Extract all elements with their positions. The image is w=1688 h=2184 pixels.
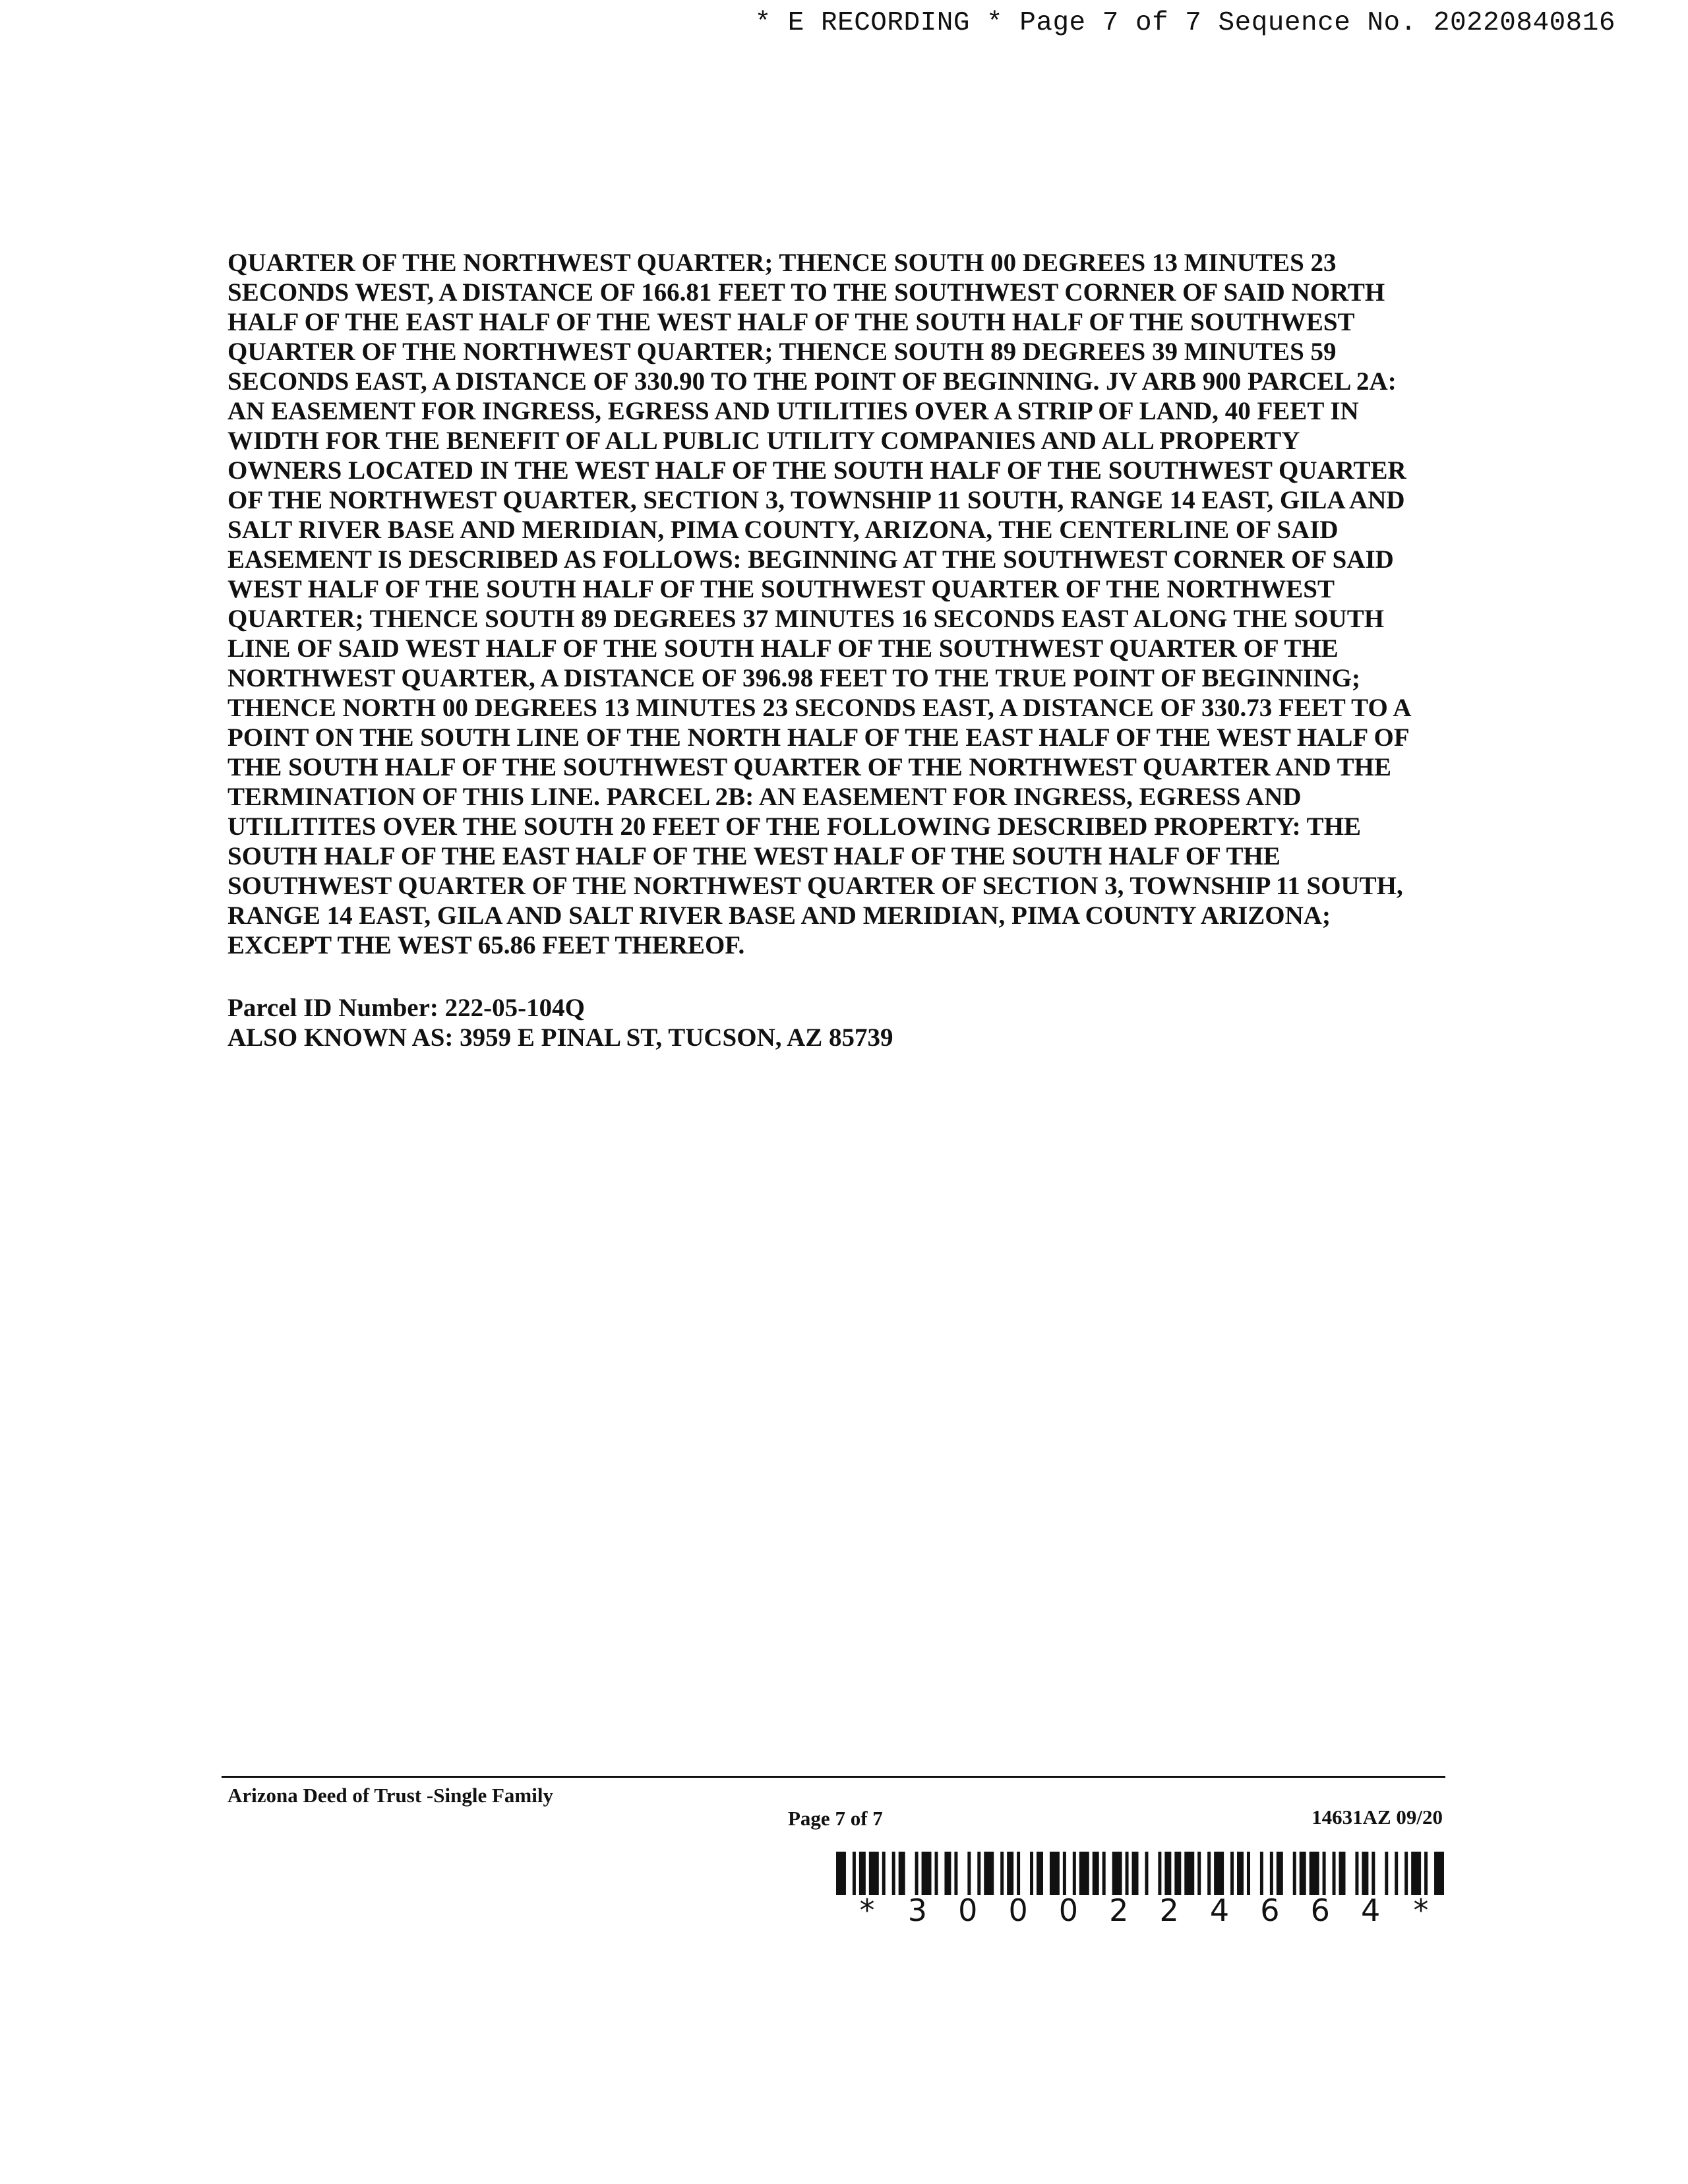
barcode-bar xyxy=(954,1852,957,1895)
barcode-bar xyxy=(1247,1852,1250,1895)
legal-line: QUARTER OF THE NORTHWEST QUARTER; THENCE SOUTH 00 DEGREES 13 MINUTES 23 xyxy=(227,249,1337,277)
legal-line: POINT ON THE SOUTH LINE OF THE NORTH HALF OF THE EAST HALF OF THE WEST HALF OF xyxy=(227,723,1410,752)
barcode-bar xyxy=(1132,1852,1139,1895)
legal-line: SECONDS EAST, A DISTANCE OF 330.90 TO THE POINT OF BEGINNING. JV ARB 900 PARCEL 2A: xyxy=(227,367,1397,396)
barcode-bar xyxy=(935,1852,938,1895)
barcode-bar xyxy=(1000,1852,1004,1895)
barcode-bar xyxy=(1260,1852,1263,1895)
barcode-bar xyxy=(1184,1852,1194,1895)
parcel-address: ALSO KNOWN AS: 3959 E PINAL ST, TUCSON, AZ 85739 xyxy=(227,1023,893,1052)
barcode-char: * xyxy=(859,1893,875,1928)
barcode-bar xyxy=(1362,1852,1368,1895)
barcode-bar xyxy=(1063,1852,1066,1895)
legal-line: QUARTER OF THE NORTHWEST QUARTER; THENCE SOUTH 89 DEGREES 39 MINUTES 59 xyxy=(227,338,1337,366)
barcode-bar xyxy=(1207,1852,1211,1895)
barcode-char: 4 xyxy=(1209,1893,1230,1928)
barcode-bar xyxy=(1093,1852,1099,1895)
legal-line: SOUTH HALF OF THE EAST HALF OF THE WEST HALF OF THE SOUTH HALF OF THE xyxy=(227,842,1281,870)
barcode-bar xyxy=(977,1852,980,1895)
barcode-bar xyxy=(853,1852,856,1895)
barcode-char: 3 xyxy=(907,1893,927,1928)
barcode-bar xyxy=(1333,1852,1336,1895)
barcode-bar xyxy=(1050,1852,1060,1895)
footer-form-title: Arizona Deed of Trust -Single Family xyxy=(227,1784,553,1807)
barcode-bar xyxy=(1017,1852,1020,1895)
barcode-bar xyxy=(1404,1852,1408,1895)
legal-description xyxy=(227,248,1474,960)
barcode-bar xyxy=(1385,1852,1388,1895)
barcode-bar xyxy=(1395,1852,1398,1895)
barcode-bar xyxy=(1411,1852,1421,1895)
barcode-char: 0 xyxy=(1008,1893,1028,1928)
parcel-info xyxy=(227,993,893,1052)
legal-line: EASEMENT IS DESCRIBED AS FOLLOWS: BEGINNING AT THE SOUTHWEST CORNER OF SAID xyxy=(227,545,1394,574)
barcode-bar xyxy=(967,1852,971,1895)
legal-line: AN EASEMENT FOR INGRESS, EGRESS AND UTILITIES OVER A STRIP OF LAND, 40 FEET IN xyxy=(227,397,1359,425)
barcode-bar xyxy=(1230,1852,1234,1895)
barcode-bar xyxy=(1300,1852,1306,1895)
recording-header: * E RECORDING * Page 7 of 7 Sequence No. 20220840816 xyxy=(754,8,1615,38)
barcode-bar xyxy=(1293,1852,1296,1895)
legal-line: THENCE NORTH 00 DEGREES 13 MINUTES 23 SECONDS EAST, A DISTANCE OF 330.73 FEET TO A xyxy=(227,694,1412,722)
barcode-bar xyxy=(1158,1852,1161,1895)
barcode-char: * xyxy=(1413,1893,1429,1928)
footer-divider xyxy=(222,1776,1445,1778)
legal-line: TERMINATION OF THIS LINE. PARCEL 2B: AN EASEMENT FOR INGRESS, EGRESS AND xyxy=(227,783,1302,811)
barcode-bar xyxy=(1372,1852,1375,1895)
barcode-bar xyxy=(882,1852,886,1895)
legal-line: THE SOUTH HALF OF THE SOUTHWEST QUARTER OF THE NORTHWEST QUARTER AND THE xyxy=(227,753,1392,781)
barcode-bar xyxy=(859,1852,866,1895)
barcode-bar xyxy=(1079,1852,1089,1895)
barcode-bar xyxy=(1197,1852,1201,1895)
legal-line: WIDTH FOR THE BENEFIT OF ALL PUBLIC UTILITY COMPANIES AND ALL PROPERTY xyxy=(227,427,1300,455)
barcode-bar xyxy=(1270,1852,1273,1895)
barcode-bar xyxy=(1037,1852,1043,1895)
barcode-bar xyxy=(1030,1852,1033,1895)
parcel-id: Parcel ID Number: 222-05-104Q xyxy=(227,994,585,1022)
legal-line: SALT RIVER BASE AND MERIDIAN, PIMA COUNTY, ARIZONA, THE CENTERLINE OF SAID xyxy=(227,516,1339,544)
barcode-bar xyxy=(869,1852,879,1895)
footer-form-code: 14631AZ 09/20 xyxy=(1311,1805,1443,1829)
barcode-bar xyxy=(892,1852,895,1895)
barcode-bar xyxy=(984,1852,994,1895)
barcode-bar xyxy=(1164,1852,1171,1895)
barcode-bar xyxy=(1310,1852,1319,1895)
legal-line: QUARTER; THENCE SOUTH 89 DEGREES 37 MINUTES 16 SECONDS EAST ALONG THE SOUTH xyxy=(227,605,1385,633)
barcode-bar xyxy=(899,1852,905,1895)
barcode-bar xyxy=(1355,1852,1358,1895)
barcode-bar xyxy=(836,1852,846,1895)
barcode-char: 2 xyxy=(1109,1893,1129,1928)
barcode-char: 6 xyxy=(1310,1893,1330,1928)
barcode-char: 0 xyxy=(958,1893,978,1928)
barcode-bar xyxy=(1102,1852,1106,1895)
legal-line: EXCEPT THE WEST 65.86 FEET THEREOF. xyxy=(227,931,745,959)
barcode-bar xyxy=(944,1852,951,1895)
legal-line: LINE OF SAID WEST HALF OF THE SOUTH HALF OF THE SOUTHWEST QUARTER OF THE xyxy=(227,634,1339,663)
legal-line: NORTHWEST QUARTER, A DISTANCE OF 396.98 FEET TO THE TRUE POINT OF BEGINNING; xyxy=(227,664,1360,692)
barcode-bar xyxy=(1007,1852,1013,1895)
barcode-bar xyxy=(1237,1852,1244,1895)
barcode-bar xyxy=(1174,1852,1181,1895)
barcode-bar xyxy=(1323,1852,1326,1895)
barcode-bar xyxy=(1339,1852,1346,1895)
barcode-bar xyxy=(1145,1852,1148,1895)
barcode-char: 6 xyxy=(1260,1893,1280,1928)
legal-line: UTILITITES OVER THE SOUTH 20 FEET OF THE FOLLOWING DESCRIBED PROPERTY: THE xyxy=(227,812,1362,841)
barcode-bar xyxy=(1073,1852,1076,1895)
barcode-bar xyxy=(1434,1852,1444,1895)
legal-line: WEST HALF OF THE SOUTH HALF OF THE SOUTHWEST QUARTER OF THE NORTHWEST xyxy=(227,575,1335,603)
barcode-bar xyxy=(1424,1852,1428,1895)
legal-line: OWNERS LOCATED IN THE WEST HALF OF THE SOUTH HALF OF THE SOUTHWEST QUARTER xyxy=(227,456,1406,485)
barcode-bar xyxy=(915,1852,919,1895)
barcode-char: 2 xyxy=(1159,1893,1179,1928)
footer-page-number: Page 7 of 7 xyxy=(788,1807,883,1830)
barcode-bar xyxy=(1277,1852,1283,1895)
legal-line: HALF OF THE EAST HALF OF THE WEST HALF OF THE SOUTH HALF OF THE SOUTHWEST xyxy=(227,308,1355,336)
barcode-char: 4 xyxy=(1360,1893,1381,1928)
barcode-bar xyxy=(1126,1852,1129,1895)
barcode-char: 0 xyxy=(1058,1893,1079,1928)
legal-line: SOUTHWEST QUARTER OF THE NORTHWEST QUARTER OF SECTION 3, TOWNSHIP 11 SOUTH, xyxy=(227,872,1403,900)
legal-line: SECONDS WEST, A DISTANCE OF 166.81 FEET TO THE SOUTHWEST CORNER OF SAID NORTH xyxy=(227,278,1385,307)
legal-line: OF THE NORTHWEST QUARTER, SECTION 3, TOWNSHIP 11 SOUTH, RANGE 14 EAST, GILA AND xyxy=(227,486,1405,514)
barcode-bar xyxy=(1214,1852,1224,1895)
barcode xyxy=(836,1852,1444,1895)
legal-line: RANGE 14 EAST, GILA AND SALT RIVER BASE AND MERIDIAN, PIMA COUNTY ARIZONA; xyxy=(227,901,1331,930)
barcode-bar xyxy=(922,1852,932,1895)
barcode-bar xyxy=(1112,1852,1122,1895)
barcode-text xyxy=(847,1893,1441,1928)
